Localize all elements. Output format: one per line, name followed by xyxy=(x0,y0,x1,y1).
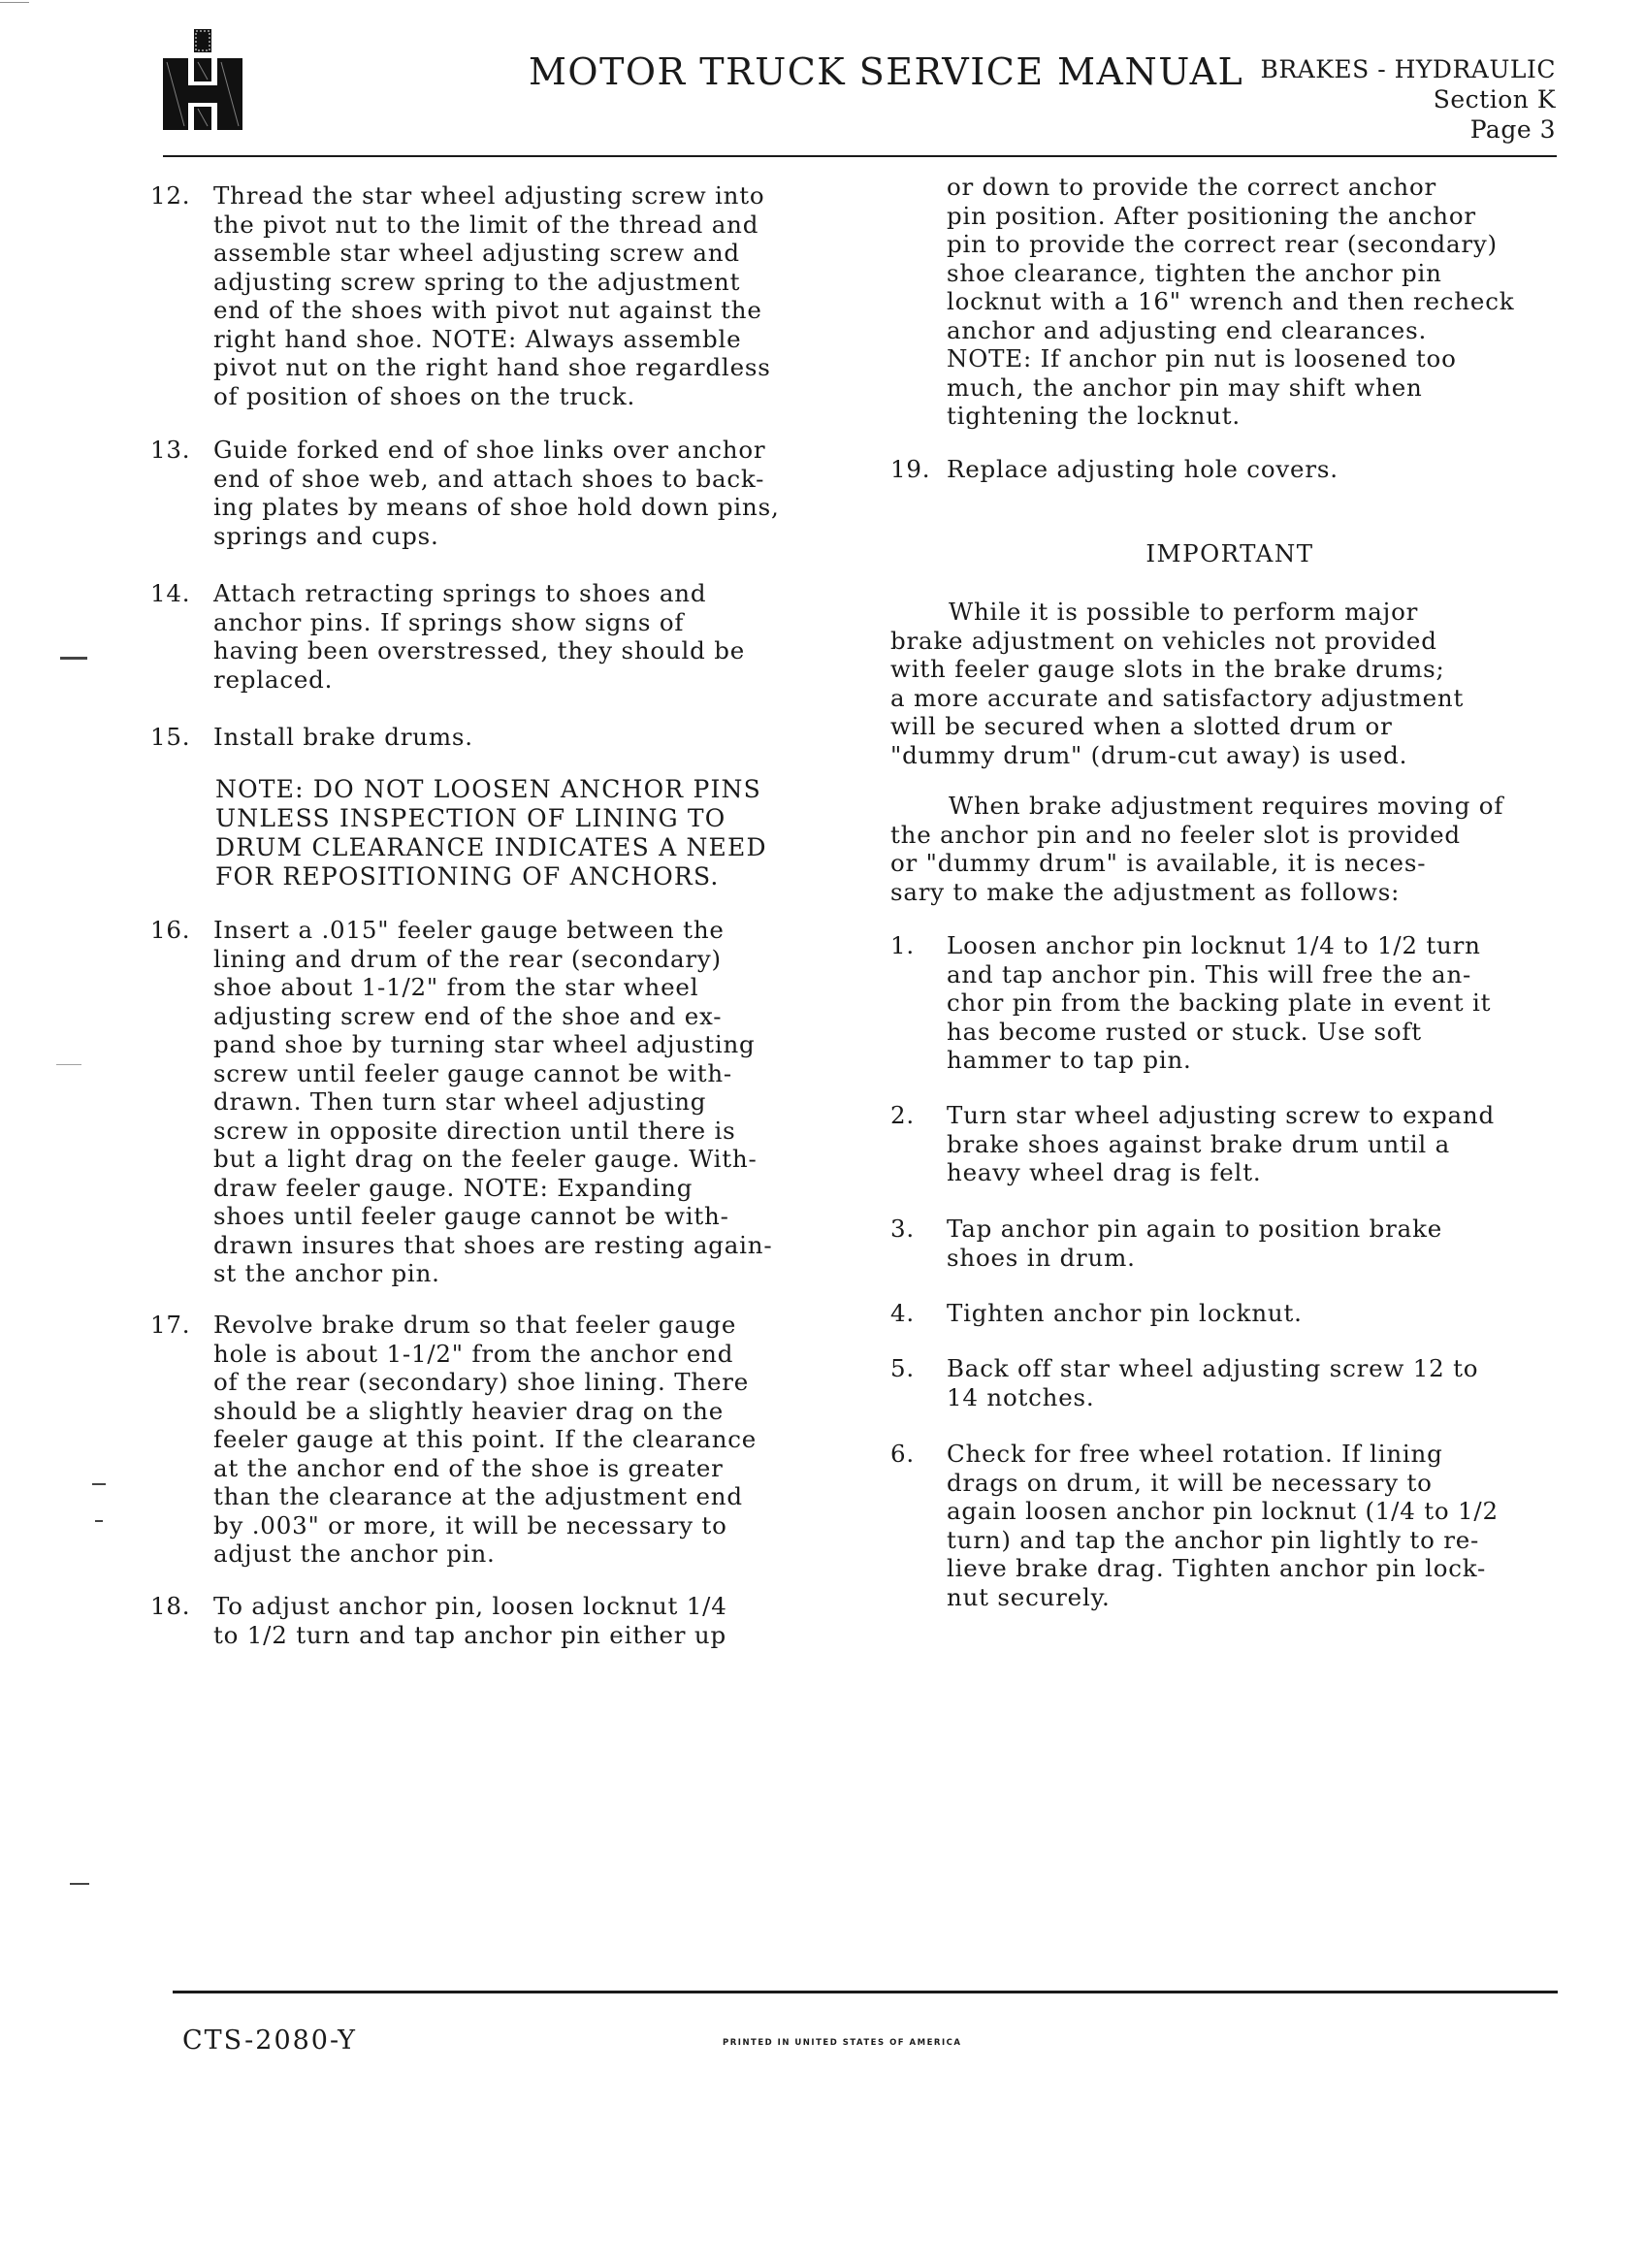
text-line: FOR REPOSITIONING OF ANCHORS. xyxy=(215,862,720,891)
step-15 xyxy=(150,723,858,752)
text-line: a more accurate and satisfactory adjustment xyxy=(890,683,1465,712)
text-line: locknut with a 16" wrench and then recheck xyxy=(947,287,1515,315)
text-line: shoes until feeler gauge cannot be with- xyxy=(213,1202,729,1230)
step-14 xyxy=(150,579,858,694)
text-line: the anchor pin and no feeler slot is provided xyxy=(890,820,1461,849)
step-16 xyxy=(150,916,858,1288)
text-line: chor pin from the backing plate in event it xyxy=(947,988,1492,1017)
step-number: 3. xyxy=(890,1215,915,1243)
text-line: end of the shoes with pivot nut against the xyxy=(213,296,762,324)
text-line: assemble star wheel adjusting screw and xyxy=(213,239,740,267)
section-label: Section K xyxy=(1433,85,1556,113)
text-line: "dummy drum" (drum-cut away) is used. xyxy=(890,740,1408,769)
text-line: springs and cups. xyxy=(213,521,439,550)
margin-mark xyxy=(56,1064,81,1065)
text-line: Guide forked end of shoe links over anchor xyxy=(213,436,766,464)
text-line: should be a slightly heavier drag on the xyxy=(213,1396,725,1425)
text-line: at the anchor end of the shoe is greater xyxy=(213,1453,724,1482)
text-line: pin to provide the correct rear (secondary) xyxy=(947,230,1498,258)
adjust-step-3 xyxy=(890,1215,1569,1272)
text-line: DRUM CLEARANCE INDICATES A NEED xyxy=(215,833,767,861)
text-line: While it is possible to perform major xyxy=(949,598,1419,626)
page-number: Page 3 xyxy=(1469,115,1556,144)
text-line: anchor pins. If springs show signs of xyxy=(213,607,685,636)
step-number: 1. xyxy=(890,931,915,959)
text-line: Install brake drums. xyxy=(213,723,473,751)
text-line: brake adjustment on vehicles not provided xyxy=(890,626,1437,655)
text-line: adjusting screw spring to the adjustment xyxy=(213,267,741,296)
important-heading: IMPORTANT xyxy=(1145,539,1314,567)
text-line: lieve brake drag. Tighten anchor pin lock- xyxy=(947,1554,1487,1582)
text-line: drawn. Then turn star wheel adjusting xyxy=(213,1087,707,1116)
text-line: will be secured when a slotted drum or xyxy=(890,712,1393,740)
header-right xyxy=(1260,54,1556,145)
step-number: 15. xyxy=(150,723,191,751)
text-line: Thread the star wheel adjusting screw into xyxy=(213,181,765,210)
ih-logo xyxy=(163,29,242,130)
text-line: right hand shoe. NOTE: Always assemble xyxy=(213,324,742,353)
text-line: NOTE: DO NOT LOOSEN ANCHOR PINS xyxy=(215,775,761,803)
text-line: to 1/2 turn and tap anchor pin either up xyxy=(213,1620,726,1649)
text-line: pivot nut on the right hand shoe regardless xyxy=(213,353,771,381)
footer-rule xyxy=(173,1991,1558,1993)
text-line: Turn star wheel adjusting screw to expand xyxy=(947,1101,1495,1129)
text-line: ing plates by means of shoe hold down pins, xyxy=(213,493,780,521)
text-line: sary to make the adjustment as follows: xyxy=(890,877,1401,906)
text-line: hole is about 1-1/2" from the anchor end xyxy=(213,1339,734,1368)
margin-mark xyxy=(60,657,87,660)
step-number: 19. xyxy=(890,455,931,483)
text-line: with feeler gauge slots in the brake drums; xyxy=(890,655,1445,683)
text-line: much, the anchor pin may shift when xyxy=(947,373,1423,402)
text-line: adjust the anchor pin. xyxy=(213,1539,496,1568)
step-number: 18. xyxy=(150,1592,191,1620)
text-line: shoes in drum. xyxy=(947,1243,1136,1272)
paragraph-1 xyxy=(890,598,1464,769)
margin-mark xyxy=(70,1883,89,1885)
text-line: UNLESS INSPECTION OF LINING TO xyxy=(215,804,726,832)
text-line: pin position. After positioning the anchor xyxy=(947,201,1476,230)
text-line: of position of shoes on the truck. xyxy=(213,381,636,410)
text-line: Replace adjusting hole covers. xyxy=(947,455,1339,483)
text-line: st the anchor pin. xyxy=(213,1259,440,1287)
step-number: 12. xyxy=(150,181,191,210)
text-line: tightening the locknut. xyxy=(947,402,1242,430)
section-category: BRAKES - HYDRAULIC xyxy=(1260,55,1556,83)
adjust-step-5 xyxy=(890,1354,1569,1411)
step-number: 5. xyxy=(890,1354,915,1382)
text-line: anchor and adjusting end clearances. xyxy=(947,315,1428,344)
text-line: but a light drag on the feeler gauge. With- xyxy=(213,1145,758,1173)
document-code: CTS-2080-Y xyxy=(182,2025,357,2056)
text-line: 14 notches. xyxy=(947,1382,1095,1411)
step-number: 6. xyxy=(890,1440,915,1468)
step-12 xyxy=(150,181,858,410)
text-line: than the clearance at the adjustment end xyxy=(213,1482,743,1510)
text-line: end of shoe web, and attach shoes to back- xyxy=(213,464,765,493)
step-number: 16. xyxy=(150,916,191,944)
text-line: Back off star wheel adjusting screw 12 to xyxy=(947,1354,1479,1382)
text-line: draw feeler gauge. NOTE: Expanding xyxy=(213,1173,693,1202)
text-line: of the rear (secondary) shoe lining. There xyxy=(213,1368,750,1396)
margin-mark xyxy=(95,1520,103,1522)
step-number: 17. xyxy=(150,1311,191,1339)
text-line: or down to provide the correct anchor xyxy=(947,173,1437,201)
text-line: replaced. xyxy=(213,664,334,694)
margin-mark xyxy=(0,2,29,3)
text-line: the pivot nut to the limit of the thread and xyxy=(213,210,759,239)
text-line: shoe about 1-1/2" from the star wheel xyxy=(213,973,699,1001)
step-number: 4. xyxy=(890,1299,915,1327)
step-19 xyxy=(890,455,1569,484)
text-line: pand shoe by turning star wheel adjusting xyxy=(213,1030,756,1058)
text-line: Attach retracting springs to shoes and xyxy=(213,579,707,607)
paragraph-2 xyxy=(890,792,1503,906)
text-line: screw in opposite direction until there is xyxy=(213,1116,736,1145)
margin-mark xyxy=(92,1483,106,1485)
step-13 xyxy=(150,436,858,550)
step-number: 2. xyxy=(890,1101,915,1129)
printed-notice: PRINTED IN UNITED STATES OF AMERICA xyxy=(723,2038,962,2048)
step-18 xyxy=(150,1592,858,1649)
text-line: Tighten anchor pin locknut. xyxy=(947,1299,1303,1327)
step-number: 14. xyxy=(150,579,191,607)
text-line: turn) and tap the anchor pin lightly to re- xyxy=(947,1525,1480,1554)
step-18-continued xyxy=(947,173,1514,431)
text-line: again loosen anchor pin locknut (1/4 to 1/2 xyxy=(947,1497,1499,1525)
text-line: heavy wheel drag is felt. xyxy=(947,1158,1262,1186)
adjust-step-6 xyxy=(890,1440,1569,1611)
text-line: drawn insures that shoes are resting again- xyxy=(213,1230,773,1259)
step-17 xyxy=(150,1311,858,1569)
adjust-step-1 xyxy=(890,931,1569,1075)
text-line: hammer to tap pin. xyxy=(947,1046,1192,1074)
adjust-step-2 xyxy=(890,1101,1569,1187)
text-line: Loosen anchor pin locknut 1/4 to 1/2 turn xyxy=(947,931,1481,959)
text-line: or "dummy drum" is available, it is neces- xyxy=(890,849,1427,877)
text-line: Tap anchor pin again to position brake xyxy=(947,1215,1443,1243)
text-line: adjusting screw end of the shoe and ex- xyxy=(213,1001,723,1030)
text-line: Revolve brake drum so that feeler gauge xyxy=(213,1311,737,1339)
text-line: by .003" or more, it will be necessary to xyxy=(213,1510,727,1539)
text-line: brake shoes against brake drum until a xyxy=(947,1129,1451,1158)
text-line: lining and drum of the rear (secondary) xyxy=(213,944,722,973)
text-line: NOTE: If anchor pin nut is loosened too xyxy=(947,344,1457,373)
anchor-pin-note xyxy=(150,775,858,891)
text-line: drags on drum, it will be necessary to xyxy=(947,1468,1433,1497)
text-line: nut securely. xyxy=(947,1582,1111,1611)
text-line: having been overstressed, they should be xyxy=(213,636,746,664)
text-line: To adjust anchor pin, loosen locknut 1/4 xyxy=(213,1592,727,1620)
manual-title: MOTOR TRUCK SERVICE MANUAL xyxy=(529,50,1244,93)
text-line: feeler gauge at this point. If the clearance xyxy=(213,1425,758,1453)
text-line: and tap anchor pin. This will free the an- xyxy=(947,959,1472,988)
text-line: shoe clearance, tighten the anchor pin xyxy=(947,258,1442,287)
text-line: When brake adjustment requires moving of xyxy=(949,792,1504,820)
adjust-step-4 xyxy=(890,1299,1569,1328)
text-line: screw until feeler gauge cannot be with- xyxy=(213,1058,733,1087)
header-rule xyxy=(163,155,1557,157)
text-line: Insert a .015" feeler gauge between the xyxy=(213,916,725,944)
step-number: 13. xyxy=(150,436,191,464)
text-line: has become rusted or stuck. Use soft xyxy=(947,1017,1422,1046)
text-line: Check for free wheel rotation. If lining xyxy=(947,1440,1443,1468)
